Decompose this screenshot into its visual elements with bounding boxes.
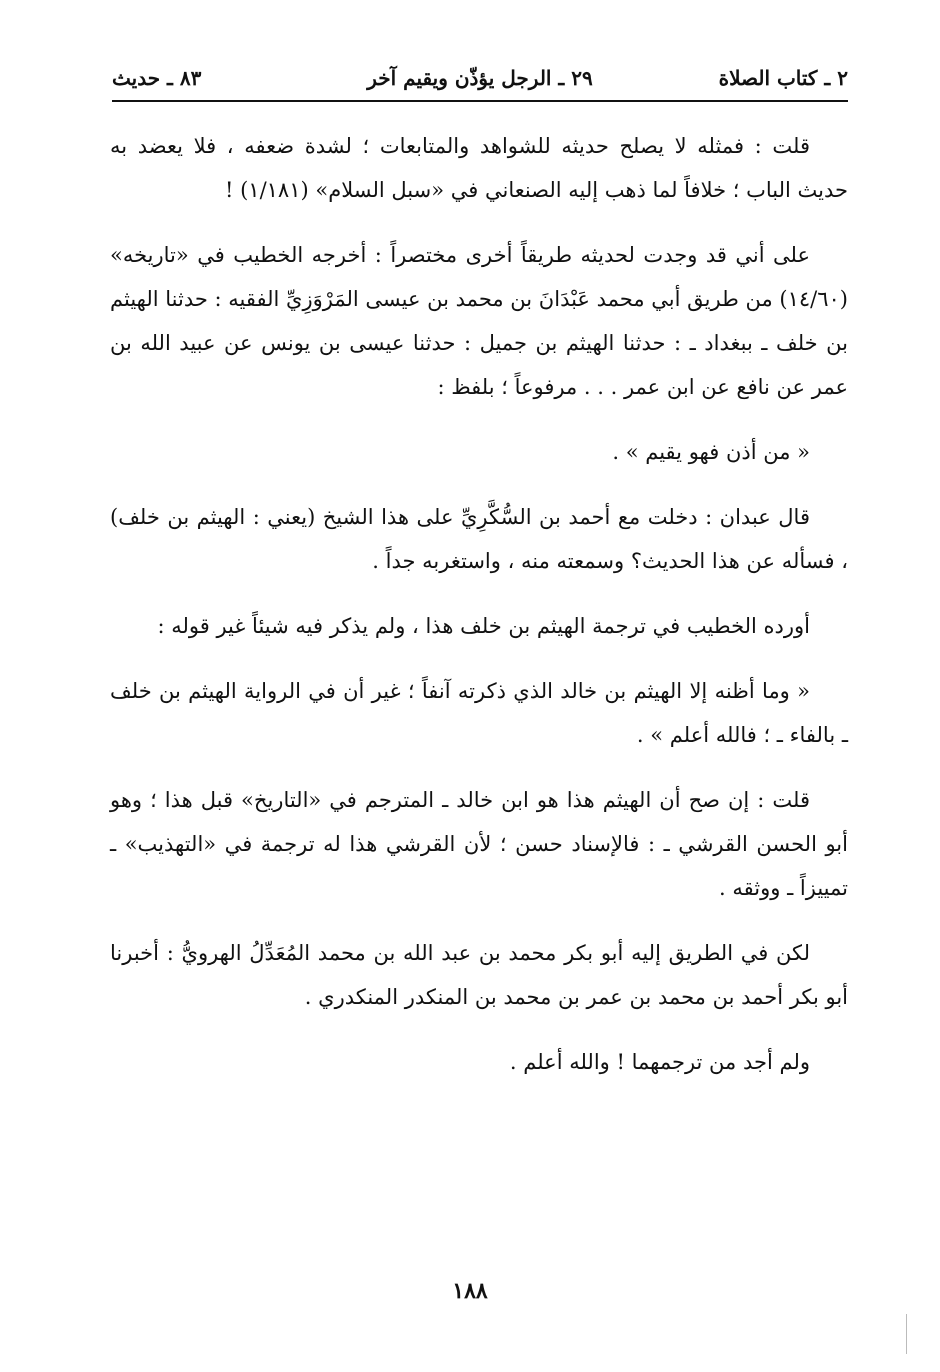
header-section-title: ٢٩ ـ الرجل يؤذّن ويقيم آخر bbox=[367, 66, 593, 90]
page-body bbox=[110, 124, 848, 1105]
scan-edge-mark bbox=[906, 1314, 907, 1354]
paragraph-6-quote: « وما أظنه إلا الهيثم بن خالد الذي ذكرته آنفاً ؛ غير أن في الرواية الهيثم بن خلف ـ بالفاء ـ ؛ فالله أعلم » . bbox=[110, 679, 848, 747]
paragraph-1: قلت : فمثله لا يصلح حديثه للشواهد والمتابعات ؛ لشدة ضعفه ، فلا يعضد به حديث الباب ؛ خلافاً لما ذهب إليه الصنعاني في «سبل السلام» (١/١٨١) ! bbox=[110, 134, 848, 202]
paragraph-5: أورده الخطيب في ترجمة الهيثم بن خلف هذا ، ولم يذكر فيه شيئاً غير قوله : bbox=[157, 614, 810, 638]
header-book-chapter: ٢ ـ كتاب الصلاة bbox=[718, 66, 848, 90]
paragraph-3-quote: « من أذن فهو يقيم » . bbox=[612, 440, 810, 464]
header-hadith-number: ٨٣ ـ حديث bbox=[112, 66, 202, 90]
paragraph-7: قلت : إن صح أن الهيثم هذا هو ابن خالد ـ المترجم في «التاريخ» قبل هذا ؛ وهو أبو الحسن القرشي ـ : فالإسناد حسن ؛ لأن القرشي هذا له ترجمة في «التهذيب» ـ تمييزاً ـ ووثقه . bbox=[110, 788, 848, 900]
paragraph-2: على أني قد وجدت لحديثه طريقاً أخرى مختصراً : أخرجه الخطيب في «تاريخه» (١٤/٦٠) من طريق أبي محمد عَبْدَانَ بن محمد بن عيسى المَرْوَزِيِّ الفقيه : حدثنا الهيثم بن خلف ـ ببغداد ـ : حدثنا الهيثم بن جميل : حدثنا عيسى بن يونس عن عبيد الله بن عمر عن نافع عن ابن عمر . . . مرفوعاً ؛ بلفظ : bbox=[110, 243, 848, 399]
paragraph-9: ولم أجد من ترجمهما ! والله أعلم . bbox=[509, 1050, 810, 1074]
header-rule bbox=[112, 100, 848, 102]
paragraph-8: لكن في الطريق إليه أبو بكر محمد بن عبد الله بن محمد المُعَدِّلُ الهرويُّ : أخبرنا أبو بكر أحمد بن محمد بن عمر بن محمد بن المنكدر المنكدري . bbox=[110, 941, 848, 1009]
page-number: ١٨٨ bbox=[452, 1278, 488, 1304]
running-header bbox=[112, 62, 848, 102]
paragraph-4: قال عبدان : دخلت مع أحمد بن السُّكَّرِيِّ على هذا الشيخ (يعني : الهيثم بن خلف) ، فسأله عن هذا الحديث؟ وسمعته منه ، واستغربه جداً . bbox=[110, 505, 848, 573]
